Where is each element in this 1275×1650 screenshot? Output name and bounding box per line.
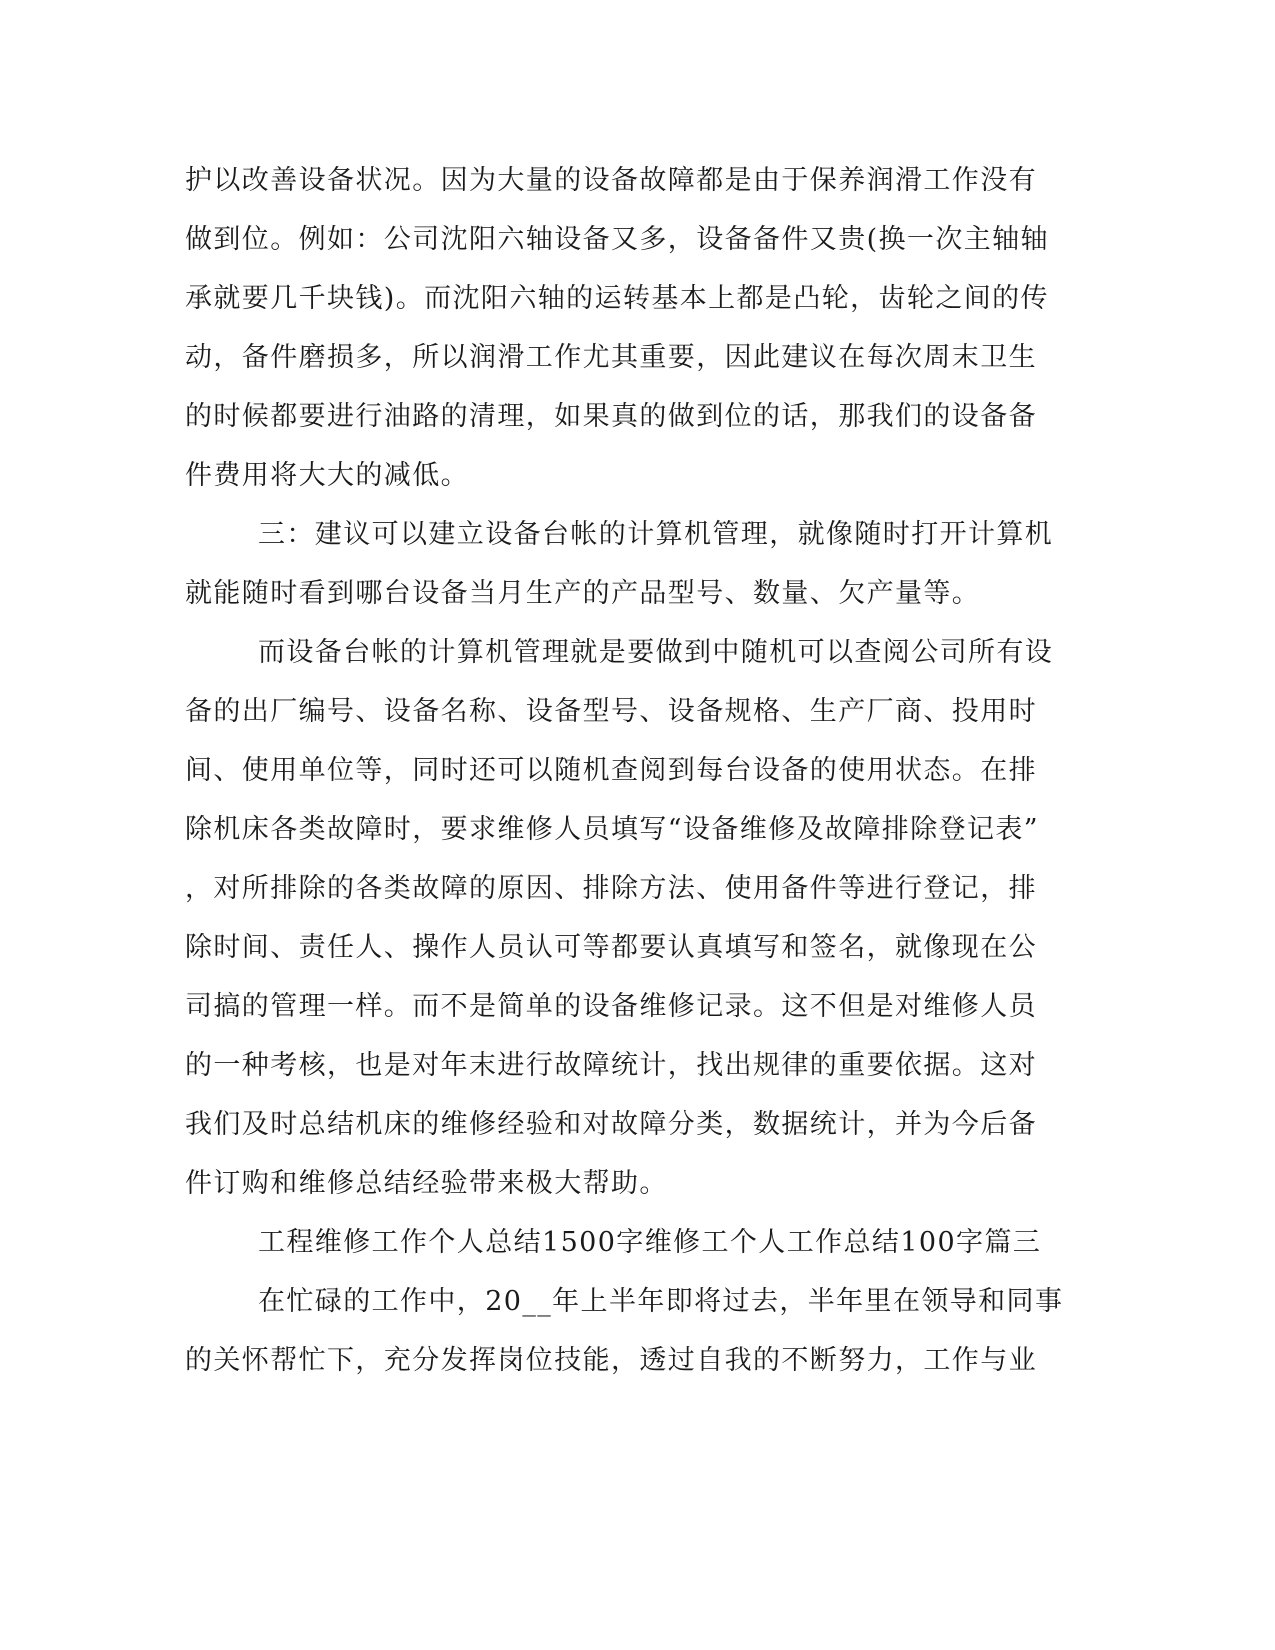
paragraph-line: 就能随时看到哪台设备当月生产的产品型号、数量、欠产量等。: [185, 578, 981, 609]
paragraph-line: 除机床各类故障时，要求维修人员填写“设备维修及故障排除登记表”: [185, 814, 1040, 845]
paragraph-line: 承就要几千块钱)。而沈阳六轴的运转基本上都是凸轮，齿轮之间的传: [185, 283, 1049, 314]
paragraph-line: ，对所排除的各类故障的原因、排除方法、使用备件等进行登记，排: [185, 873, 1037, 904]
paragraph-line: 而设备台帐的计算机管理就是要做到中随机可以查阅公司所有设: [258, 637, 1054, 668]
paragraph-line: 在忙碌的工作中，20__年上半年即将过去，半年里在领导和同事: [258, 1286, 1064, 1317]
paragraph-line: 件订购和维修总结经验带来极大帮助。: [185, 1168, 668, 1199]
paragraph-line: 除时间、责任人、操作人员认可等都要认真填写和签名，就像现在公: [185, 932, 1037, 963]
paragraph-line: 的一种考核，也是对年末进行故障统计，找出规律的重要依据。这对: [185, 1050, 1037, 1081]
paragraph-line: 动，备件磨损多，所以润滑工作尤其重要，因此建议在每次周末卫生: [185, 342, 1037, 373]
paragraph-line: 司搞的管理一样。而不是简单的设备维修记录。这不但是对维修人员: [185, 991, 1037, 1022]
paragraph-line: 三：建议可以建立设备台帐的计算机管理，就像随时打开计算机: [258, 519, 1054, 550]
paragraph-line: 件费用将大大的减低。: [185, 460, 469, 491]
paragraph-line: 间、使用单位等，同时还可以随机查阅到每台设备的使用状态。在排: [185, 755, 1037, 786]
paragraph-line: 的时候都要进行油路的清理，如果真的做到位的话，那我们的设备备: [185, 401, 1037, 432]
paragraph-line: 备的出厂编号、设备名称、设备型号、设备规格、生产厂商、投用时: [185, 696, 1037, 727]
section-heading: 工程维修工作个人总结1500字维修工个人工作总结100字篇三: [258, 1227, 1042, 1258]
paragraph-line: 的关怀帮忙下，充分发挥岗位技能，透过自我的不断努力，工作与业: [185, 1345, 1037, 1376]
paragraph-line: 护以改善设备状况。因为大量的设备故障都是由于保养润滑工作没有: [185, 165, 1037, 196]
paragraph-line: 我们及时总结机床的维修经验和对故障分类，数据统计，并为今后备: [185, 1109, 1037, 1140]
paragraph-line: 做到位。例如：公司沈阳六轴设备又多，设备备件又贵(换一次主轴轴: [185, 224, 1049, 255]
